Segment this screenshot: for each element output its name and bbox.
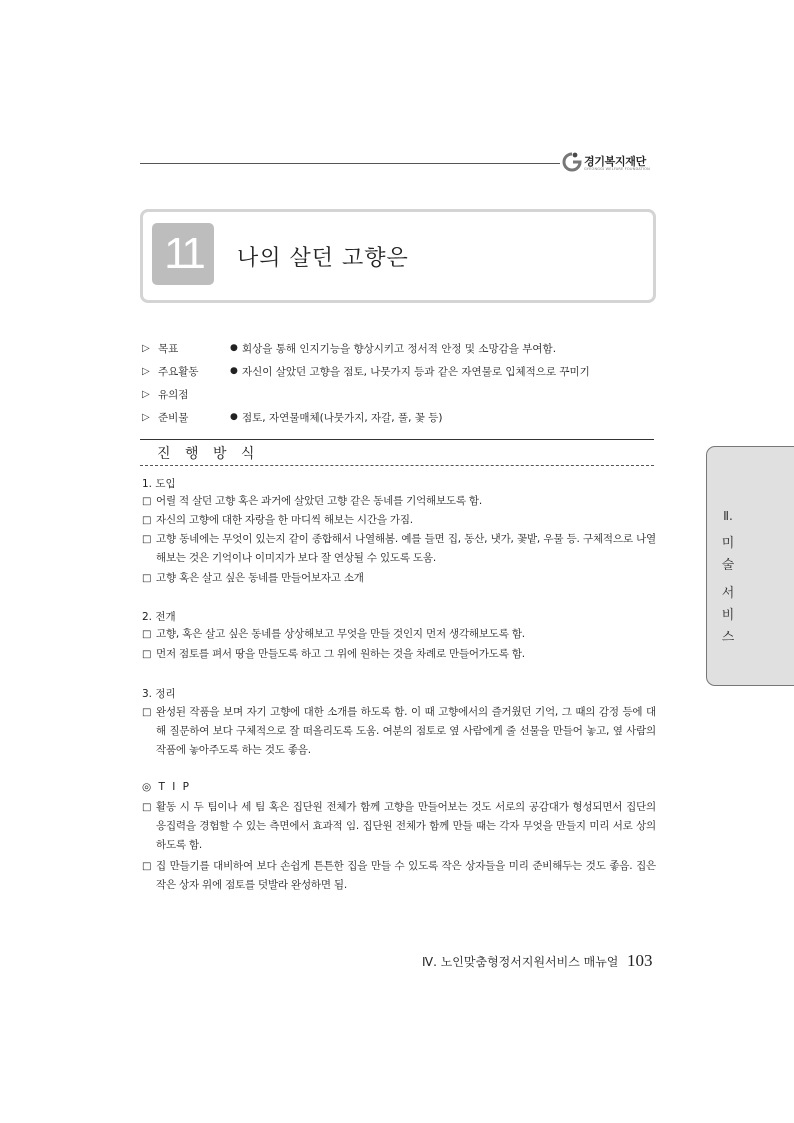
list-item-text: 고향 동네에는 무엇이 있는지 같이 종합해서 나열해봄. 예를 들면 집, 동산, 냇가, 꽃밭, 우물 등. 구체적으로 나열해보는 것은 기억이나 이미지가 보다 잘 연상될 수 있도록 도움. (156, 533, 656, 564)
list-item (142, 511, 656, 530)
list-item-text: 어릴 적 살던 고향 혹은 과거에 살았던 고향 같은 동네를 기억해보도록 함. (156, 495, 482, 507)
lesson-title-box (140, 209, 656, 303)
header-rule (140, 163, 560, 164)
section-rule-top (140, 439, 654, 440)
lesson-number: 11 (152, 223, 214, 285)
checkbox-icon: □ (142, 707, 152, 718)
list-item-text: 자신의 고향에 대한 자랑을 한 마디씩 해보는 시간을 가짐. (156, 514, 413, 526)
checkbox-icon: □ (142, 802, 152, 813)
section-heading-wrapup: 3. 정리 (142, 688, 176, 700)
list-item (142, 625, 656, 644)
list-item (142, 798, 656, 855)
list-item-text: 먼저 점토를 펴서 땅을 만들도록 하고 그 위에 원하는 것을 차례로 만들어가도록 함. (156, 648, 525, 660)
meta-row-notes (142, 385, 230, 403)
list-item (142, 492, 656, 511)
chapter-tab-char: 스 (721, 630, 735, 645)
meta-row-materials (142, 408, 443, 426)
chapter-tab-char: 술 (721, 558, 735, 573)
list-item (142, 569, 656, 588)
section-heading-intro: 1. 도입 (142, 478, 176, 490)
footer-text: Ⅳ. 노인맞춤형정서지원서비스 매뉴얼 (422, 955, 619, 969)
meta-value: 자신이 살았던 고향을 점토, 나뭇가지 등과 같은 자연물로 입체적으로 꾸미기 (242, 365, 590, 378)
triangle-icon: ▷ (142, 342, 150, 354)
logo-text: 경기복지재단 (584, 155, 646, 168)
chapter-tab-char: 서 (721, 586, 735, 601)
list-item (142, 530, 656, 568)
bullet-icon: ● (230, 366, 238, 376)
chapter-tab-char: 미 (721, 536, 735, 551)
bullet-icon: ● (230, 412, 238, 422)
checkbox-icon: □ (142, 534, 152, 545)
meta-label: 준비물 (158, 411, 189, 424)
meta-label: 주요활동 (158, 365, 199, 378)
meta-value: 점토, 자연물매체(나뭇가지, 자갈, 풀, 꽃 등) (242, 411, 443, 424)
list-item (142, 645, 656, 664)
list-item (142, 703, 656, 760)
chapter-tab-label (718, 505, 738, 649)
chapter-tab-numeral: Ⅱ. (723, 509, 733, 523)
logo-mark-icon (562, 151, 582, 173)
triangle-icon: ▷ (142, 365, 150, 377)
checkbox-icon: □ (142, 496, 152, 507)
meta-row-activity (142, 362, 590, 380)
foundation-logo (562, 151, 662, 175)
chapter-tab-char: 비 (721, 608, 735, 623)
tip-heading: ◎ T I P (142, 781, 192, 793)
chapter-side-tab (706, 446, 794, 686)
section-title: 진 행 방 식 (157, 446, 260, 462)
meta-row-goal (142, 339, 556, 357)
list-item-text: 고향 혹은 살고 싶은 동네를 만들어보자고 소개 (156, 572, 364, 584)
meta-label: 목표 (158, 342, 179, 355)
meta-label: 유의점 (158, 388, 189, 401)
checkbox-icon: □ (142, 629, 152, 640)
lesson-title: 나의 살던 고향은 (237, 246, 409, 271)
checkbox-icon: □ (142, 861, 152, 872)
list-item-text: 집 만들기를 대비하여 보다 손쉽게 튼튼한 집을 만들 수 있도록 작은 상자들을 미리 준비해두는 것도 좋음. 집은 작은 상자 위에 점토를 덧발라 완성하면 됨. (156, 860, 656, 891)
list-item-text: 고향, 혹은 살고 싶은 동네를 상상해보고 무엇을 만들 것인지 먼저 생각해보도록 함. (156, 628, 525, 640)
checkbox-icon: □ (142, 573, 152, 584)
checkbox-icon: □ (142, 649, 152, 660)
list-item-text: 활동 시 두 팀이나 세 팀 혹은 집단원 전체가 함께 고향을 만들어보는 것도 서로의 공감대가 형성되면서 집단의 응집력을 경험할 수 있는 측면에서 효과적 임. 집단원 전체가 함께 만들 때는 각자 무엇을 만들지 미리 서로 상의하도록 함. (156, 801, 656, 851)
triangle-icon: ▷ (142, 388, 150, 400)
section-rule-dashed (140, 465, 654, 466)
meta-value: 회상을 통해 인지기능을 향상시키고 정서적 안정 및 소망감을 부여함. (242, 342, 557, 355)
page-number: 103 (627, 951, 653, 970)
section-heading-development: 2. 전개 (142, 611, 176, 623)
list-item (142, 857, 656, 895)
triangle-icon: ▷ (142, 411, 150, 423)
logo-subtext: GYEONGGI WELFARE FOUNDATION (584, 167, 650, 171)
bullet-icon: ● (230, 343, 238, 353)
list-item-text: 완성된 작품을 보며 자기 고향에 대한 소개를 하도록 함. 이 때 고향에서의 즐거웠던 기억, 그 때의 감정 등에 대해 질문하여 보다 구체적으로 잘 떠올리도록 도움. 여분의 점토로 옆 사람에게 줄 선물을 만들어 놓고, 옆 사람의 작품에 놓아주도록 하는 것도 좋음. (156, 706, 656, 756)
checkbox-icon: □ (142, 515, 152, 526)
